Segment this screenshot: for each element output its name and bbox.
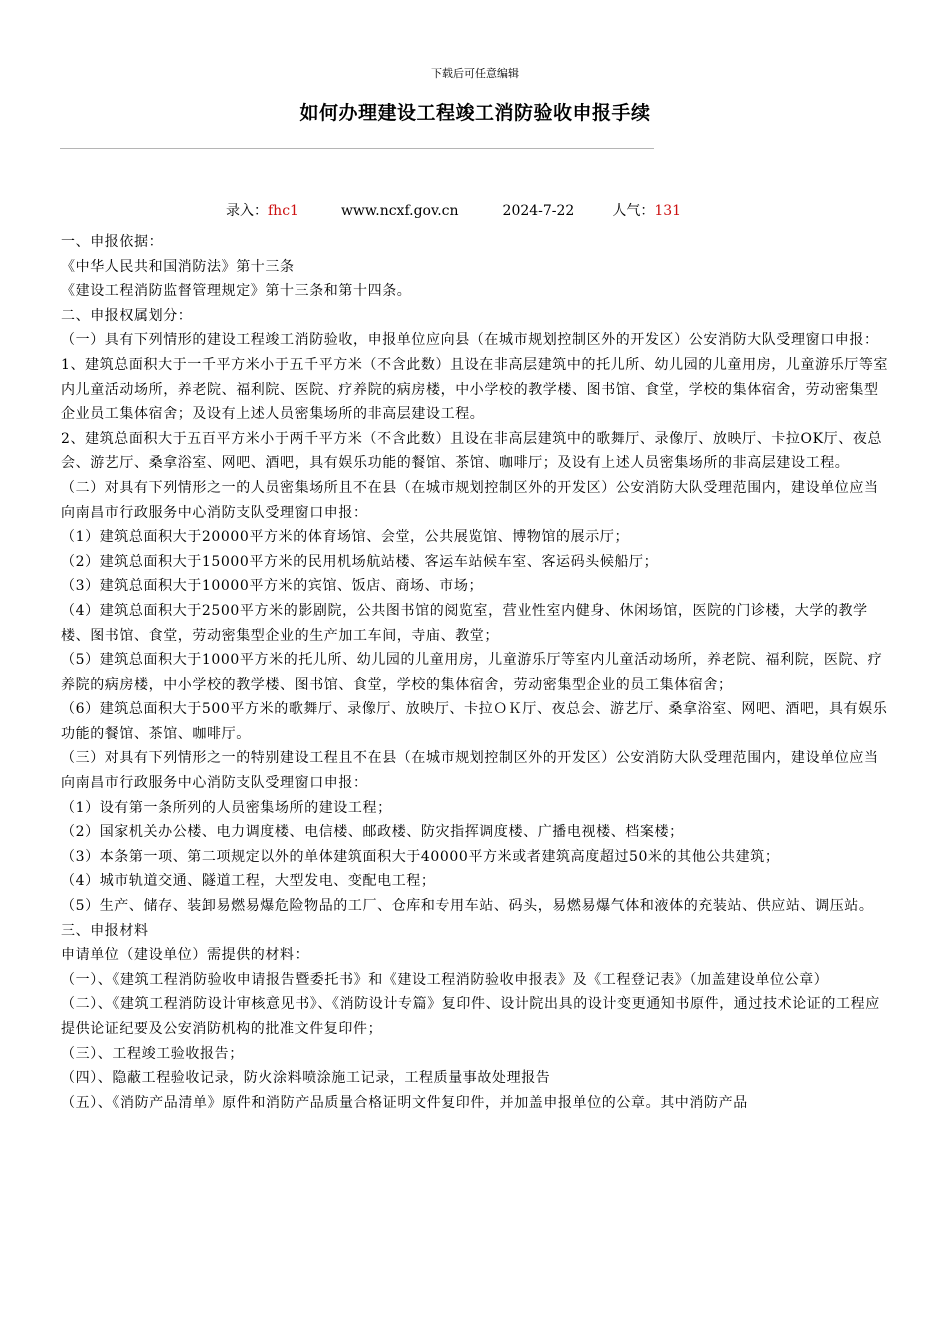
views-count: 131 xyxy=(654,203,682,219)
views-label: 人气： xyxy=(612,203,655,219)
paragraph: （3）建筑总面积大于10000平方米的宾馆、饭店、商场、市场； xyxy=(61,578,484,595)
paragraph: （二）对具有下列情形之一的人员密集场所且不在县（在城市规划控制区外的开发区）公安消防大队受理范围内，建设单位应当向南昌市行政服务中心消防支队受理窗口申报： xyxy=(61,479,879,521)
paragraph: （2）国家机关办公楼、电力调度楼、电信楼、邮政楼、防灾指挥调度楼、广播电视楼、档案楼； xyxy=(61,824,684,841)
paragraph: 二、申报权属划分： xyxy=(61,307,193,324)
paragraph: 2、建筑总面积大于五百平方米小于两千平方米（不含此数）且设在非高层建筑中的歌舞厅、录像厅、放映厅、卡拉OK厅、夜总会、游艺厅、桑拿浴室、网吧、酒吧，具有娱乐功能的餐馆、茶馆、咖啡厅；及设有上述人员密集场所的非高层建设工程。 xyxy=(61,430,883,472)
page-title: 如何办理建设工程竣工消防验收申报手续 xyxy=(299,102,651,124)
title-divider xyxy=(60,148,654,149)
header-note: 下载后可任意编辑 xyxy=(431,67,519,80)
paragraph: （1）建筑总面积大于20000平方米的体育场馆、会堂，公共展览馆、博物馆的展示厅； xyxy=(61,529,630,546)
paragraph: （5）建筑总面积大于1000平方米的托儿所、幼儿园的儿童用房，儿童游乐厅等室内儿童活动场所，养老院、福利院，医院、疗养院的病房楼，中小学校的教学楼、图书馆、食堂，学校的集体宿舍，劳动密集型企业的员工集体宿舍； xyxy=(61,652,883,693)
paragraph: 《中华人民共和国消防法》第十三条 xyxy=(61,258,295,275)
paragraph: （6）建筑总面积大于500平方米的歌舞厅、录像厅、放映厅、卡拉ＯＫ厅、夜总会、游艺厅、桑拿浴室、网吧、酒吧，具有娱乐功能的餐馆、茶馆、咖啡厅。 xyxy=(61,701,888,742)
recorder-label: 录入： xyxy=(226,203,268,219)
paragraph: （5）生产、储存、装卸易燃易爆危险物品的工厂、仓库和专用车站、码头，易燃易爆气体和液体的充装站、供应站、调压站。 xyxy=(61,898,874,915)
article-meta xyxy=(226,199,681,223)
paragraph: （2）建筑总面积大于15000平方米的民用机场航站楼、客运车站候车室、客运码头候船厅； xyxy=(61,553,659,570)
paragraph: （3）本条第一项、第二项规定以外的单体建筑面积大于40000平方米或者建筑高度超过50米的其他公共建筑； xyxy=(61,848,780,865)
paragraph: （三）对具有下列情形之一的特别建设工程且不在县（在城市规划控制区外的开发区）公安消防大队受理范围内，建设单位应当向南昌市行政服务中心消防支队受理窗口申报： xyxy=(61,750,879,792)
paragraph: （二）、《建筑工程消防设计审核意见书》、《消防设计专篇》复印件、设计院出具的设计变更通知书原件，通过技术论证的工程应提供论证纪要及公安消防机构的批准文件复印件； xyxy=(61,996,880,1037)
publish-date: 2024-7-22 xyxy=(502,203,575,219)
paragraph: （一）具有下列情形的建设工程竣工消防验收，申报单位应向县（在城市规划控制区外的开发区）公安消防大队受理窗口申报： xyxy=(61,332,879,349)
paragraph: （1）设有第一条所列的人员密集场所的建设工程； xyxy=(61,799,392,816)
paragraph: 三、申报材料 xyxy=(61,922,149,939)
recorder-name: fhc1 xyxy=(268,203,299,219)
paragraph: （四）、隐蔽工程验收记录，防火涂料喷涂施工记录，工程质量事故处理报告 xyxy=(61,1070,551,1087)
paragraph: 《建设工程消防监督管理规定》第十三条和第十四条。 xyxy=(61,283,412,300)
paragraph: （一）、《建筑工程消防验收申请报告暨委托书》和《建设工程消防验收申报表》及《工程登记表》（加盖建设单位公章） xyxy=(61,971,829,988)
paragraph: 1、建筑总面积大于一千平方米小于五千平方米（不含此数）且设在非高层建筑中的托儿所、幼儿园的儿童用房，儿童游乐厅等室内儿童活动场所，养老院、福利院、医院、疗养院的病房楼，中小学校的教学楼、图书馆、食堂，学校的集体宿舍，劳动密集型企业员工集体宿舍；及设有上述人员密集场所的非高层建设工程。 xyxy=(61,356,889,423)
paragraph: （三）、工程竣工验收报告； xyxy=(61,1045,244,1062)
site-url: www.ncxf.gov.cn xyxy=(340,203,459,219)
paragraph: （五）、《消防产品清单》原件和消防产品质量合格证明文件复印件，并加盖申报单位的公章。其中消防产品 xyxy=(61,1094,748,1111)
article-body xyxy=(61,230,889,1115)
paragraph: （4）建筑总面积大于2500平方米的影剧院，公共图书馆的阅览室，营业性室内健身、休闲场馆，医院的门诊楼，大学的教学楼、图书馆、食堂，劳动密集型企业的生产加工车间，寺庙、教堂； xyxy=(61,602,868,644)
paragraph: （4）城市轨道交通、隧道工程，大型发电、变配电工程； xyxy=(61,873,436,890)
paragraph: 一、申报依据： xyxy=(61,234,164,250)
paragraph: 申请单位（建设单位）需提供的材料： xyxy=(61,947,310,964)
